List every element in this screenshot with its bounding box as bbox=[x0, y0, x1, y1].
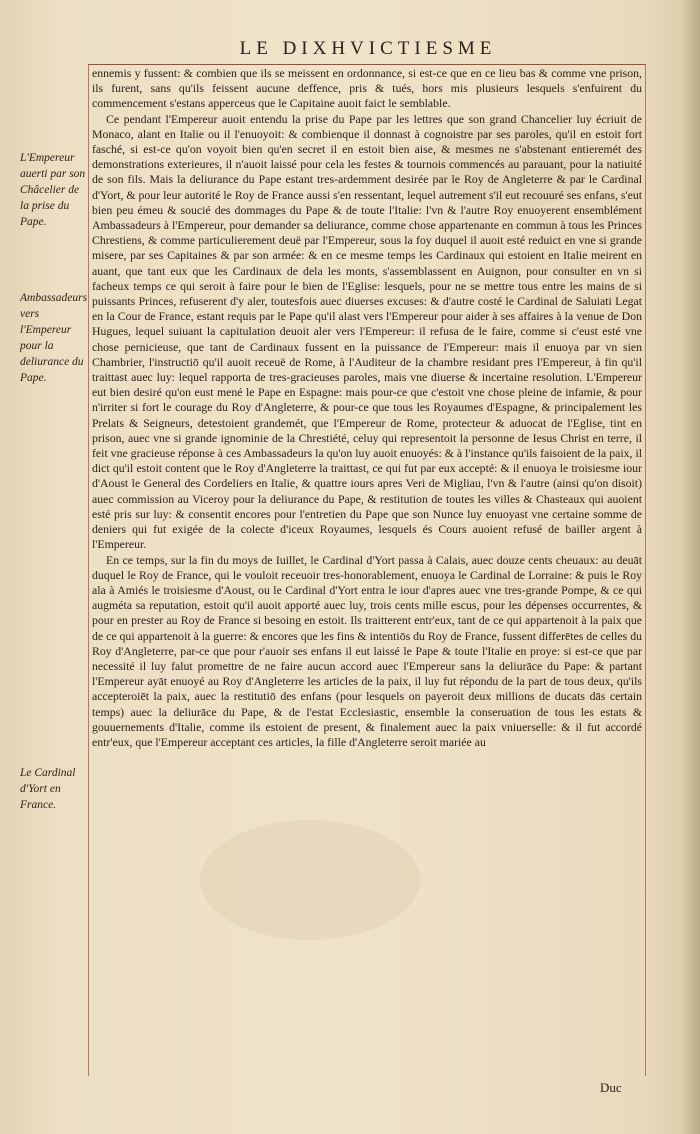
paragraph-continued: ennemis y fussent: & combien que ils se meissent en ordonnance, si est-ce que en ce lieu bas & comme vne prison, ils furent, sans qu'ils feissent aucune deffence, pris & tués, hors mis plusieurs lesquels s'enfuirent du commencement s'estans apperceus que le Capitaine auoit faict le semblable. bbox=[92, 66, 642, 111]
margin-note-cardinal-york: Le Cardinal d'Yort en France. bbox=[20, 767, 76, 811]
body-text bbox=[92, 66, 642, 750]
paper-stain bbox=[200, 820, 420, 940]
margin-rule-right bbox=[645, 64, 646, 1076]
margin-note-emperor-warned: L'Empereur auerti par son Châcelier de la prise du Pape. bbox=[20, 152, 86, 228]
margin-note-ambassadors: Ambassadeurs vers l'Empereur pour la deliurance du Pape. bbox=[20, 292, 88, 384]
header-rule bbox=[88, 64, 646, 65]
catchword: Duc bbox=[600, 1080, 622, 1095]
margin-rule-left bbox=[88, 64, 89, 1076]
page-fold-shadow bbox=[682, 0, 700, 1134]
running-title: LE DIXHVICTIESME bbox=[239, 38, 497, 59]
paragraph-papal-capture: Ce pendant l'Empereur auoit entendu la prise du Pape par les lettres que son grand Chancelier luy écriuit de Monaco, alant en Italie ou il l'enuoyoit: & combienque il donnast à cognoistre par ses paroles, qu'il en estoit fort fasché, si est-ce qu'on voyoit bien qu'en secret il en estoit bien aise, & mesmes ne s'abstenant entieremét des demonstrations exterieures, il n'auoit laissé pour cela les festes & tournois commencés au parauant, pour la natiuité de son fils. Mais la deliurance du Pape estant tres-ardemment desirée par le Roy de Angleterre & par le Cardinal d'Yort, & pour leur autorité le Roy de France aussi s'en ressentant, lequel autrement s'il eut recouuré ses enfans, s'eut bien peu émeu & soucié des dommages du Pape & de toute l'Italie: l'vn & l'autre Roy enuoyerent ensemblément Ambassadeurs à l'Empereur, pour demander sa deliurance, comme chose appartenante en commun à tous les Princes Chrestiens, & comme particulierement deuë par l'Empereur, sous la foy duquel il auoit esté reduict en vne si grande misere, par ses Capitaines & par son armée: & en ce mesme temps les Cardinaux qui estoient en Italie meirent en auant, que tant eux que les Cardinaux de dela les monts, s'assemblassent en Auignon, pour consulter en vn si facheux temps ce qui seroit à faire pour le bien de l'Eglise: lesquels, pour ne se mettre tous entre les mains de si puissants Princes, refuserent d'y aler, toutesfois auec diuerses excuses: & d'autre costé le Cardinal de Saluiati Legat en la Cour de France, estant requis par le Pape qu'il alast vers l'Empereur pour aider à ses affaires à la venue de Don Hugues, lequel suiuant la capitulation deuoit aler vers l'Empereur: il refusa de le faire, comme si c'eust esté vne chose pernicieuse, que tant de Cardinaux fussent en la puissance de l'Empereur: mais il enuoya par vn sien Chambrier, l'instructiō qu'il auoit receuë de Rome, à l'Auditeur de la chambre residant pres l'Empereur, à fin qu'il traittast auec luy: lequel rapporta de tres-gracieuses paroles, mais vne diuerse & incertaine resolution. L'Empereur eut bien desiré qu'on eust mené le Pape en Espagne: mais pour-ce que c'estoit vne chose pleine de infamie, & pour n'irriter si fort le courage du Roy d'Angleterre, & pour-ce que tous les Royaumes d'Espagne, & principalement les Prelats & Seigneurs, detestoient grandemét, que l'Empereur de Rome, protecteur & aduocat de l'Eglise, tint en prison, auec vne si grande ignominie de la Chrestiété, celuy qui representoit la personne de Iesus Christ en terre, il feit vne gracieuse réponse à ces Ambassadeurs la qu'on luy auoit enuoyés: & à l'instance qu'ils faisoient de la paix, il dict qu'il estoit content que le Roy d'Angleterre la traittast, ce qui fut par eux accepté: & il enuoya le troisiesme iour d'Aoust le General des Cordeliers en Italie, & quattre iours apres Veri de Migliau, l'vn & l'autre (ainsi qu'on disoit) auec commission au Viceroy pour la deliurance du Pape, & restitution de toutes les villes & Chasteaux qui auoient esté pris sur luy: & consentit encores pour l'entretien du Pape que son Nunce luy enuoyast vne certaine somme de deniers qui fut exigée de la colecte d'iceux Royaumes, lesquels és Cours auoient refusé de bailler argent à l'Empereur. bbox=[92, 111, 642, 552]
paragraph-cardinal-york: En ce temps, sur la fin du moys de Iuillet, le Cardinal d'Yort passa à Calais, auec douze cents cheuaux: au deuāt duquel le Roy de France, qui le vouloit receuoir tres-honorablement, enuoya le Cardinal de Lorraine: & puis le Roy ala à Amiés le troisiesme d'Aoust, ou le Cardinal d'Yort entra le iour d'apres auec vne tres-grande Pompe, & ce qui augméta sa reputation, estoit qu'il auoit apporté auec luy, trois cents mille escus, pour les dépenses occurrentes, & pour en prester au Roy de France si besoing en estoit. Ils traitterent entr'eux, tant de ce qui appartenoit à la paix que de ce qui appartenoit à la guerre: & encores que les fins & intentiōs du Roy de France, fussent differētes de celles du Roy d'Angleterre, par-ce que pour r'auoir ses enfans il eut laissé le Pape & toute l'Italie en proye: si est-ce que par necessité il luy falut promettre de ne faire aucun accord auec l'Empereur sans la deliurāce du Pape: & partant l'Empereur ayāt enuoyé au Roy d'Angleterre les articles de la paix, il luy fut répondu de la part de tous deux, qu'ils accepteroiēt la paix, auec la restitutiō des enfans (pour lesquels on payeroit deux millions de ducats dās certain temps) auec la deliurāce du Pape, & de l'estat Ecclesiastic, ensemble la conseruation de tous les estats & gouuernements d'Italie, comme ils estoient de present, & finalement auec la paix vniuerselle: & il fut accordé entr'eux, que l'Empereur acceptant ces articles, la fille d'Angleterre seroit mariée au bbox=[92, 552, 642, 749]
